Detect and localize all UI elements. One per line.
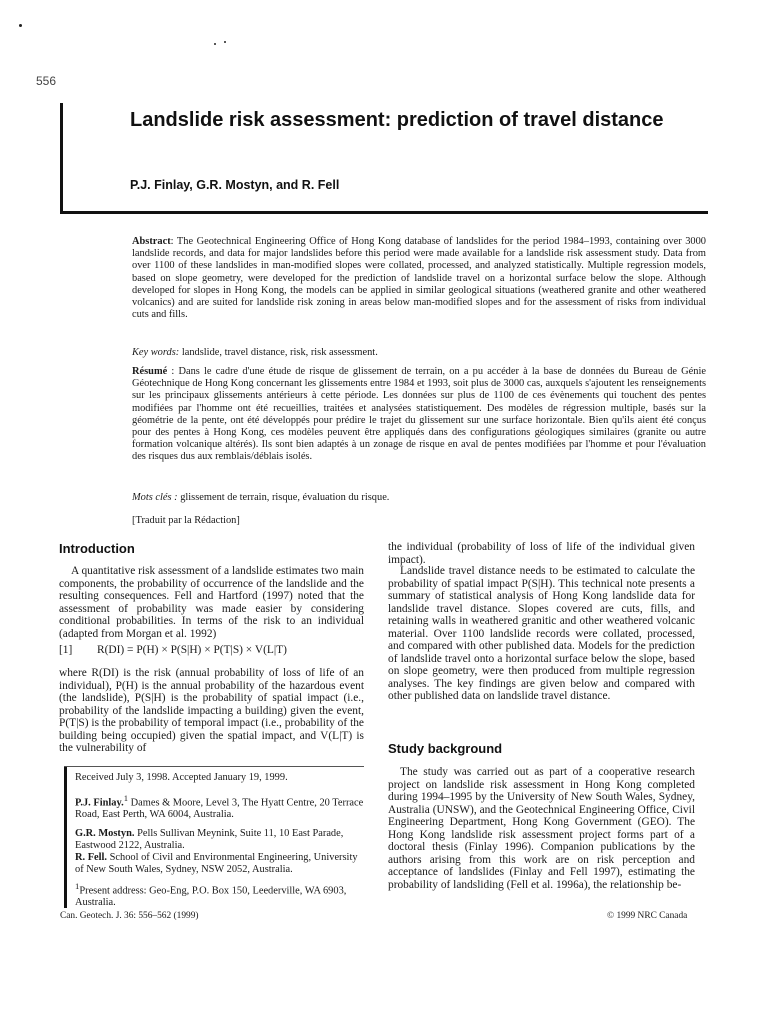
copyright: © 1999 NRC Canada [607,911,688,921]
keywords-label: Key words: [132,347,180,358]
introduction-paragraph-1 [59,565,364,640]
right-column-paragraph-text: Landslide travel distance needs to be estimated to calculate the probability of spatial impact P(S|H). This technical note presents a summary of statistical analysis of Hong Kong landslide data for landslide travel distance. Slopes covered are cuts, fills, and retaining walls in weathered granitic and other weathered volcanic material. Over 1100 landslide records were collated, processed, and compared with other published data. Models for the prediction of landslide travel onto a horizontal surface below the slope, based on slope geometry, were then produced from multiple regression analyses. The key findings are given below and compared with other published data on landslide travel distance. [388,565,695,702]
affiliation-finlay [75,793,365,821]
introduction-paragraph-2: where R(DI) is the risk (annual probability of loss of life of an individual), P(H) is the annual probability of the hazardous event (the landslide), P(S|H) is the probability of spatial impact (i.e., probability of the landslide impacting a building) given the event, P(T|S) is the probability of temporal impact (i.e., probability of the building being occupied) given the spatial impact, and V(L|T) is the vulnerability of [59,667,364,754]
study-background-heading: Study background [388,741,503,756]
translation-note: [Traduit par la Rédaction] [132,515,240,526]
affiliation-mostyn-name: G.R. Mostyn. [75,828,135,839]
study-background-text: The study was carried out as part of a cooperative research project on landslide risk assessment in Hong Kong completed during 1994–1995 by the University of New South Wales, Sydney, Australia (UNSW), and the Geotechnical Engineering Office, Civil Engineering Department, Hong Kong Government (GEO). The Hong Kong landslide risk assessment project forms part of a doctoral thesis (Finlay 1996). Companion publications by the authors arising from this work are on risk perception and acceptance of landslides (Finlay and Fell 1997), estimating the probability of landsliding (Fell et al. 1996a), the relationship be- [388,766,695,891]
mots-cles-label: Mots clés : [132,492,178,503]
introduction-heading: Introduction [59,541,135,556]
equation-number: [1] [59,644,73,656]
study-background-paragraph [388,766,695,891]
page-number: 556 [36,74,57,88]
keywords [132,347,706,359]
present-address-footnote [75,881,365,909]
abstract-label: Abstract [132,236,171,247]
scan-speck [19,24,22,27]
abstract-text: The Geotechnical Engineering Office of Hong Kong database of landslides for the period 1984–1993, containing over 3000 landslide records, and data for major landslides before this period were made available for a landslide risk assessment study. Data from over 1100 of these landslides in man-modified slopes were collated, processed, and analyzed statistically. Multiple regression models, based on slope geometry, were developed for the prediction of landslide travel on a horizontal surface below the slope. Although developed for slopes in Hong Kong, the models can be applied in similar geological situations (weathered granite and other weathered volcanics) and are suited for landslide risk zoning in areas below man-modified slopes and for the assessment of risks from individual cuts and fills. [132,236,707,321]
resume: Résumé : Dans le cadre d'une étude de risque de glissement de terrain, on a pu accéder à la base de données du Bureau de Génie Géotechnique de Hong Kong concernant les glissements entre 1984 et 1993, soit plus de 3000 cas, auxquels s'ajoutent les renseignements sur les principaux glissements antérieurs à cette période. Les données sur plus de 1100 de ces évènements qui touchent des pentes modifiées par l'homme ont été recueillies, traitées et analysées statistiquement. Des modèles de régression multiple, basés sur la géométrie de la pente, ont été développés pour prédire le trajet du glissement sur une surface horizontale. Bien qu'ils aient été conçus pour des pentes à Hong Kong, ces modèles peuvent être appliqués dans des configurations géologiques similaires (granite ou autre formation volcanique altérés). Ils sont bien adaptés à un zonage de risque en aval de pentes modifiées par l'homme et pour l'évaluation des risques dus aux remblais/déblais isolés. [132,366,706,463]
affiliation-box-top-rule [64,766,364,767]
right-column-continuation: the individual (probability of loss of life of the individual given impact). [388,541,695,566]
scan-speck [214,43,216,45]
affiliation-fell [75,852,365,875]
right-column-paragraph [388,565,695,703]
affiliation-fell-name: R. Fell. [75,852,108,863]
received-dates: Received July 3, 1998. Accepted January 19, 1999. [75,772,288,783]
paper-title: Landslide risk assessment: prediction of travel distance [130,109,664,131]
present-address-text: Present address: Geo-Eng, P.O. Box 150, Leederville, WA 6903, Australia. [75,885,347,909]
footnote-marker: 1 [75,881,80,891]
affiliation-finlay-address: Dames & Moore, Level 3, The Hyatt Centre, 20 Terrace Road, East Perth, WA 6004, Australia. [75,797,364,821]
title-left-rule [60,103,63,213]
mots-cles [132,492,706,503]
footnote-marker: 1 [123,793,129,803]
resume-label: Résumé [132,366,168,377]
affiliation-fell-address: School of Civil and Environmental Engineering, University of New South Wales, Sydney, NSW 2052, Australia. [75,852,358,875]
authors: P.J. Finlay, G.R. Mostyn, and R. Fell [130,178,340,192]
resume-text: Dans le cadre d'une étude de risque de glissement de terrain, on a pu accéder à la base de données du Bureau de Génie Géotechnique de Hong Kong concernant les glissements entre 1984 et 1993, soit plus de 3000 cas, auxquels s'ajoutent les renseignements sur les principaux glissements antérieurs à cette période. Les données sur plus de 1100 de ces évènements qui touchent des pentes modifiées par l'homme ont été recueillies, traitées et analysées statistiquement. Des modèles de régression multiple, basés sur la géométrie de la pente, ont été développés pour prédire le trajet du glissement sur une surface horizontale. Bien qu'ils aient été conçus pour des pentes à Hong Kong, ces modèles peuvent être appliqués dans des configurations géologiques similaires (granite ou autre formation volcanique altérés). Ils sont bien adaptés à un zonage de risque en aval de pentes modifiées par l'homme et pour l'évaluation des risques dus aux remblais/déblais isolés. [132,366,706,463]
equation-body: R(DI) = P(H) × P(S|H) × P(T|S) × V(L|T) [97,644,287,656]
scan-speck [224,41,226,43]
introduction-paragraph-1-text: A quantitative risk assessment of a landslide estimates two main components, the probability of occurrence of the landslide and the resulting consequences. Fell and Hartford (1997) noted that the assessment of probability was made easier by considering conditional probabilities. In terms of the risk to an individual (adapted from Morgan et al. 1992) [59,565,364,640]
abstract: Abstract: The Geotechnical Engineering Office of Hong Kong database of landslides for the period 1984–1993, containing over 3000 landslide records, and data for major landslides before this period were made available for a landslide risk assessment study. Data from over 1100 of these landslides in man-modified slopes were collated, processed, and analyzed statistically. Multiple regression models, based on slope geometry, were developed for the prediction of landslide travel on a horizontal surface below the slope. Although developed for slopes in Hong Kong, the models can be applied in similar geological situations (weathered granite and other weathered volcanics) and are suited for landslide risk zoning in areas below man-modified slopes and for the assessment of risks from individual cuts and fills. [132,236,707,321]
affiliation-finlay-name: P.J. Finlay. [75,797,124,809]
affiliation-mostyn [75,828,365,851]
keywords-text: landslide, travel distance, risk, risk assessment. [181,347,378,358]
title-bottom-rule [60,211,708,214]
mots-cles-text: glissement de terrain, risque, évaluation du risque. [180,492,390,503]
journal-citation: Can. Geotech. J. 36: 556–562 (1999) [60,911,199,921]
affiliation-mostyn-address: Pells Sullivan Meynink, Suite 11, 10 East Parade, Eastwood 2122, Australia. [75,828,344,851]
